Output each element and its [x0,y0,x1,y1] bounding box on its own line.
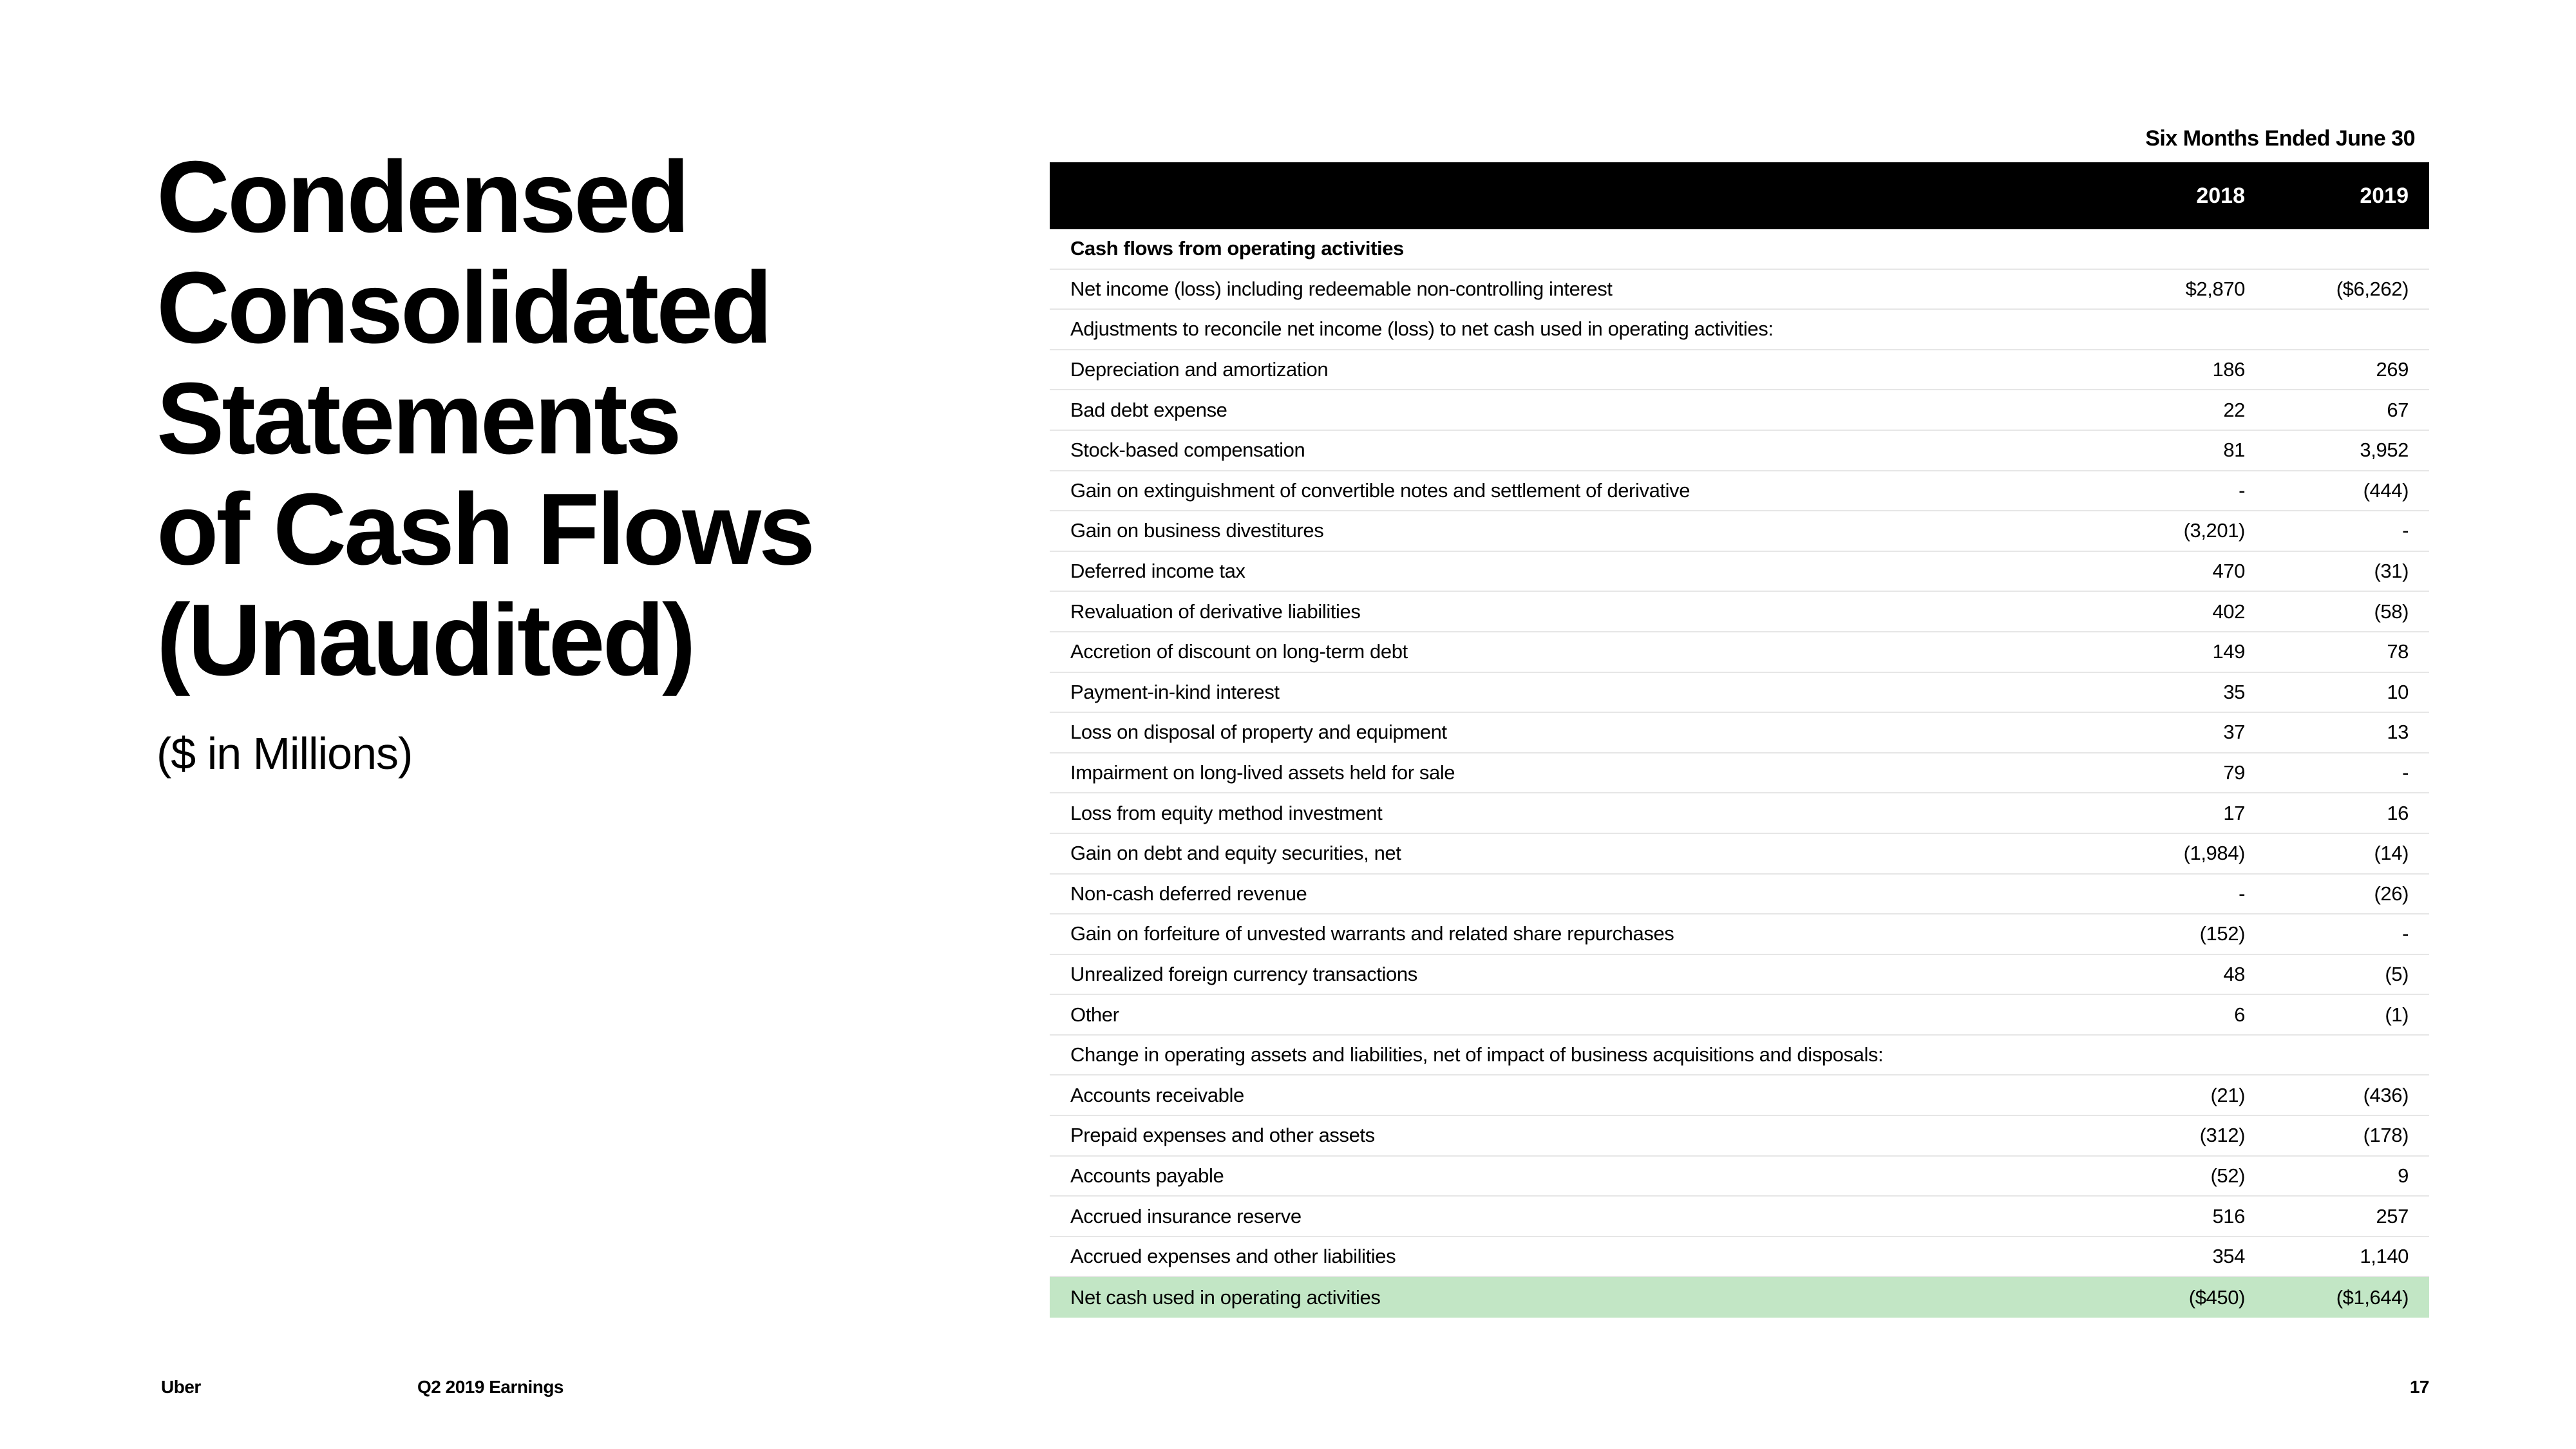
value-2018: 6 [2234,1003,2245,1026]
value-2018: 17 [2223,801,2245,824]
table-row [1050,632,2429,673]
row-label: Accretion of discount on long-term debt [1070,640,1408,663]
value-2018: 81 [2223,439,2245,462]
column-header-2018: 2018 [2196,183,2245,208]
value-2018: (312) [2199,1124,2245,1147]
table-row [1050,875,2429,915]
table-row [1050,713,2429,753]
row-label: Cash flows from operating activities [1070,237,1404,260]
value-2019: (5) [2385,962,2409,985]
value-2018: ($450) [2188,1285,2245,1309]
row-label: Other [1070,1003,1119,1026]
value-2018: 35 [2223,680,2245,703]
table-row [1050,1237,2429,1278]
value-2019: (14) [2374,842,2409,865]
table-row [1050,914,2429,955]
page-title [156,142,994,696]
title-line: Statements [156,362,679,475]
value-2018: (52) [2210,1164,2245,1187]
row-label: Depreciation and amortization [1070,358,1329,381]
row-label: Net cash used in operating activities [1070,1285,1381,1309]
units-subtitle: ($ in Millions) [156,728,413,779]
value-2018: 470 [2212,560,2245,583]
table-row [1050,955,2429,996]
value-2018: $2,870 [2185,277,2245,300]
value-2018: - [2239,478,2245,502]
row-label: Gain on business divestitures [1070,519,1324,542]
value-2019: 9 [2398,1164,2409,1187]
table-row [1050,310,2429,350]
total-row [1050,1277,2429,1318]
table-row [1050,552,2429,592]
row-label: Accounts receivable [1070,1083,1244,1106]
value-2019: 3,952 [2360,439,2409,462]
row-label: Payment-in-kind interest [1070,680,1280,703]
value-2018: 516 [2212,1204,2245,1227]
row-label: Prepaid expenses and other assets [1070,1124,1375,1147]
cash-flow-table [1050,162,2429,1318]
row-label: Change in operating assets and liabilities, net of impact of business acquisitions and disposals: [1070,1043,1884,1066]
table-row [1050,471,2429,512]
value-2019: 1,140 [2360,1245,2409,1268]
table-row [1050,511,2429,552]
value-2019: ($6,262) [2336,277,2409,300]
value-2019: 16 [2387,801,2409,824]
column-header-2019: 2019 [2360,183,2409,208]
row-label: Unrealized foreign currency transactions [1070,962,1417,985]
row-label: Gain on extinguishment of convertible notes and settlement of derivative [1070,478,1690,502]
value-2018: 402 [2212,600,2245,623]
table-row [1050,1075,2429,1116]
row-label: Stock-based compensation [1070,439,1305,462]
table-row [1050,673,2429,714]
value-2019: (31) [2374,560,2409,583]
row-label: Gain on debt and equity securities, net [1070,842,1401,865]
row-label: Non-cash deferred revenue [1070,882,1307,905]
table-row [1050,793,2429,834]
value-2018: (21) [2210,1083,2245,1106]
value-2019: (178) [2363,1124,2409,1147]
table-row [1050,431,2429,471]
value-2019: 269 [2376,358,2409,381]
value-2018: - [2239,882,2245,905]
value-2018: (1,984) [2183,842,2245,865]
value-2018: 354 [2212,1245,2245,1268]
page-number: 17 [2409,1377,2429,1397]
row-label: Loss from equity method investment [1070,801,1383,824]
row-label: Gain on forfeiture of unvested warrants and related share repurchases [1070,922,1674,945]
value-2018: 48 [2223,962,2245,985]
value-2018: 186 [2212,358,2245,381]
table-row [1050,592,2429,632]
table-row [1050,834,2429,875]
value-2019: (444) [2363,478,2409,502]
title-line: Consolidated [156,251,770,365]
row-label: Loss on disposal of property and equipment [1070,721,1447,744]
value-2019: ($1,644) [2336,1285,2409,1309]
value-2019: 10 [2387,680,2409,703]
table-row [1050,1157,2429,1197]
row-label: Deferred income tax [1070,560,1245,583]
row-label: Net income (loss) including redeemable non-controlling interest [1070,277,1613,300]
value-2018: 22 [2223,398,2245,421]
value-2019: - [2402,761,2409,784]
table-header [1050,162,2429,229]
row-label: Adjustments to reconcile net income (loss) to net cash used in operating activities: [1070,317,1774,341]
row-label: Accounts payable [1070,1164,1224,1187]
title-line: Condensed [156,140,688,254]
value-2019: 257 [2376,1204,2409,1227]
title-line: (Unaudited) [156,583,694,697]
value-2019: (58) [2374,600,2409,623]
title-line: of Cash Flows [156,473,813,586]
footer-report-title: Q2 2019 Earnings [417,1377,564,1397]
value-2018: 37 [2223,721,2245,744]
value-2019: 13 [2387,721,2409,744]
value-2019: - [2402,922,2409,945]
row-label: Impairment on long-lived assets held for sale [1070,761,1455,784]
row-label: Accrued insurance reserve [1070,1204,1302,1227]
footer-brand: Uber [161,1377,201,1397]
value-2018: (152) [2199,922,2245,945]
value-2019: 67 [2387,398,2409,421]
table-row [1050,350,2429,391]
row-label: Revaluation of derivative liabilities [1070,600,1361,623]
row-label: Accrued expenses and other liabilities [1070,1245,1396,1268]
table-row [1050,390,2429,431]
value-2019: 78 [2387,640,2409,663]
table-row [1050,995,2429,1036]
value-2018: (3,201) [2183,519,2245,542]
value-2018: 149 [2212,640,2245,663]
table-body [1050,229,2429,1318]
value-2019: - [2402,519,2409,542]
row-label: Bad debt expense [1070,398,1227,421]
table-row [1050,270,2429,310]
value-2019: (1) [2385,1003,2409,1026]
value-2019: (26) [2374,882,2409,905]
table-row [1050,1197,2429,1237]
period-label: Six Months Ended June 30 [2145,126,2415,151]
value-2019: (436) [2363,1083,2409,1106]
section-header-row [1050,229,2429,270]
value-2018: 79 [2223,761,2245,784]
table-row [1050,1036,2429,1076]
table-row [1050,753,2429,794]
table-row [1050,1116,2429,1157]
